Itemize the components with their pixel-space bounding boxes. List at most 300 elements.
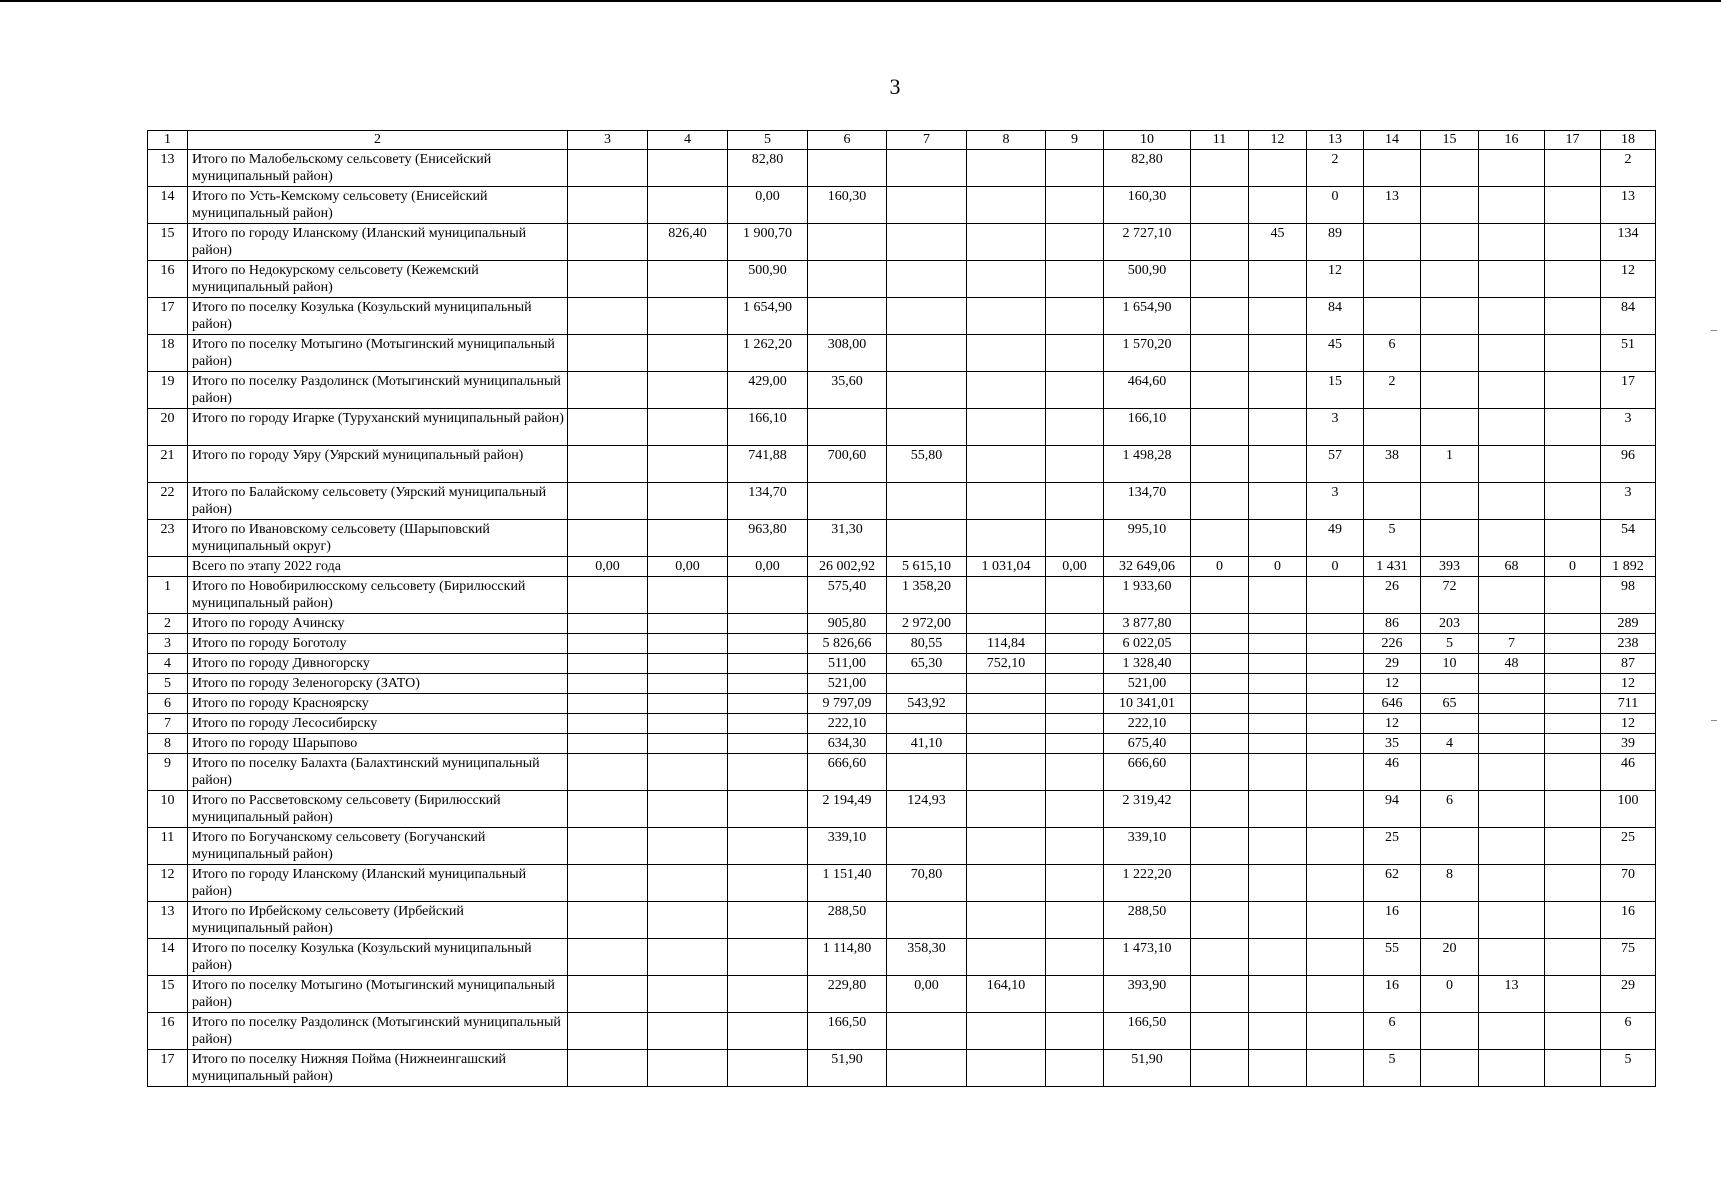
value-cell: 45	[1307, 335, 1364, 372]
value-cell: 100	[1601, 791, 1656, 828]
value-cell: 3	[1601, 483, 1656, 520]
value-cell: 1 358,20	[887, 577, 967, 614]
value-cell: 13	[1479, 976, 1545, 1013]
value-cell	[967, 187, 1046, 224]
value-cell	[1421, 1050, 1479, 1087]
value-cell	[1545, 372, 1601, 409]
value-cell: 963,80	[728, 520, 808, 557]
value-cell: 48	[1479, 654, 1545, 674]
value-cell: 25	[1601, 828, 1656, 865]
value-cell	[808, 483, 887, 520]
value-cell: 6	[1364, 1013, 1421, 1050]
value-cell	[1307, 614, 1364, 634]
value-cell	[648, 674, 728, 694]
value-cell: 80,55	[887, 634, 967, 654]
row-number-cell: 10	[148, 791, 188, 828]
value-cell: 29	[1601, 976, 1656, 1013]
value-cell: 339,10	[808, 828, 887, 865]
table-row	[148, 372, 1656, 409]
value-cell	[1191, 224, 1249, 261]
value-cell: 3	[1307, 483, 1364, 520]
value-cell	[887, 714, 967, 734]
value-cell: 521,00	[1104, 674, 1191, 694]
margin-tick	[1711, 330, 1717, 331]
value-cell: 75	[1601, 939, 1656, 976]
value-cell	[1479, 446, 1545, 483]
value-cell	[967, 298, 1046, 335]
row-number-cell: 2	[148, 614, 188, 634]
value-cell	[728, 939, 808, 976]
row-number-cell: 8	[148, 734, 188, 754]
value-cell	[1191, 150, 1249, 187]
value-cell	[568, 865, 648, 902]
value-cell: 17	[1601, 372, 1656, 409]
value-cell	[1307, 976, 1364, 1013]
value-cell: 0	[1545, 557, 1601, 577]
value-cell	[1249, 1013, 1307, 1050]
value-cell	[1479, 483, 1545, 520]
value-cell: 12	[1307, 261, 1364, 298]
value-cell	[1046, 694, 1104, 714]
value-cell	[1249, 614, 1307, 634]
row-name-cell: Итого по Балайскому сельсовету (Уярский муниципальный район)	[188, 483, 568, 520]
value-cell: 2	[1364, 372, 1421, 409]
row-number-cell: 14	[148, 939, 188, 976]
row-name-cell: Итого по Недокурскому сельсовету (Кежемский муниципальный район)	[188, 261, 568, 298]
value-cell	[568, 224, 648, 261]
value-cell	[887, 902, 967, 939]
value-cell	[1307, 754, 1364, 791]
row-name-cell: Итого по городу Лесосибирску	[188, 714, 568, 734]
value-cell	[1479, 298, 1545, 335]
value-cell	[1545, 734, 1601, 754]
value-cell	[1364, 298, 1421, 335]
value-cell: 16	[1364, 976, 1421, 1013]
value-cell	[1046, 976, 1104, 1013]
value-cell: 0	[1307, 187, 1364, 224]
value-cell	[1479, 187, 1545, 224]
value-cell	[1249, 483, 1307, 520]
value-cell	[1046, 614, 1104, 634]
value-cell	[1191, 261, 1249, 298]
value-cell: 6	[1601, 1013, 1656, 1050]
value-cell	[568, 1013, 648, 1050]
value-cell	[1479, 939, 1545, 976]
value-cell	[568, 372, 648, 409]
value-cell: 7	[1479, 634, 1545, 654]
row-name-cell: Итого по городу Зеленогорску (ЗАТО)	[188, 674, 568, 694]
value-cell	[1046, 261, 1104, 298]
row-number-cell: 12	[148, 865, 188, 902]
value-cell: 94	[1364, 791, 1421, 828]
row-number-cell: 14	[148, 187, 188, 224]
value-cell: 87	[1601, 654, 1656, 674]
value-cell	[1545, 902, 1601, 939]
value-cell	[1046, 902, 1104, 939]
value-cell	[1191, 1013, 1249, 1050]
value-cell: 54	[1601, 520, 1656, 557]
value-cell: 500,90	[728, 261, 808, 298]
value-cell: 2 319,42	[1104, 791, 1191, 828]
value-cell	[1249, 372, 1307, 409]
value-cell: 65	[1421, 694, 1479, 714]
value-cell	[568, 902, 648, 939]
value-cell	[1479, 754, 1545, 791]
column-header: 7	[887, 131, 967, 150]
row-number-cell: 15	[148, 976, 188, 1013]
value-cell	[648, 409, 728, 446]
value-cell: 1 431	[1364, 557, 1421, 577]
value-cell	[887, 335, 967, 372]
value-cell	[1479, 150, 1545, 187]
value-cell	[1545, 714, 1601, 734]
value-cell	[1249, 298, 1307, 335]
column-header: 14	[1364, 131, 1421, 150]
value-cell	[1249, 791, 1307, 828]
value-cell	[568, 828, 648, 865]
value-cell	[1421, 483, 1479, 520]
value-cell	[1191, 828, 1249, 865]
value-cell: 70,80	[887, 865, 967, 902]
value-cell: 10	[1421, 654, 1479, 674]
value-cell: 39	[1601, 734, 1656, 754]
value-cell	[1421, 335, 1479, 372]
value-cell	[1307, 714, 1364, 734]
value-cell: 1	[1421, 446, 1479, 483]
value-cell: 1 114,80	[808, 939, 887, 976]
value-cell	[1191, 409, 1249, 446]
row-number-cell: 15	[148, 224, 188, 261]
value-cell	[648, 939, 728, 976]
row-number-cell: 20	[148, 409, 188, 446]
value-cell	[967, 150, 1046, 187]
value-cell	[1046, 335, 1104, 372]
value-cell: 995,10	[1104, 520, 1191, 557]
row-number-cell: 13	[148, 902, 188, 939]
value-cell	[568, 577, 648, 614]
value-cell: 6	[1364, 335, 1421, 372]
value-cell: 1 473,10	[1104, 939, 1191, 976]
value-cell	[887, 187, 967, 224]
value-cell	[1046, 187, 1104, 224]
value-cell	[1191, 694, 1249, 714]
value-cell	[1249, 520, 1307, 557]
value-cell: 1 262,20	[728, 335, 808, 372]
row-name-cell: Итого по городу Боготолу	[188, 634, 568, 654]
value-cell: 5	[1421, 634, 1479, 654]
value-cell	[1191, 939, 1249, 976]
page-number: 3	[889, 74, 901, 99]
value-cell	[1046, 1050, 1104, 1087]
value-cell	[1479, 577, 1545, 614]
value-cell	[1421, 828, 1479, 865]
value-cell: 0,00	[648, 557, 728, 577]
value-cell	[728, 902, 808, 939]
value-cell	[967, 828, 1046, 865]
value-cell	[728, 694, 808, 714]
value-cell: 222,10	[1104, 714, 1191, 734]
table-row	[148, 577, 1656, 614]
value-cell	[1479, 409, 1545, 446]
table-row	[148, 1013, 1656, 1050]
data-table	[147, 130, 1656, 1087]
value-cell: 166,10	[1104, 409, 1191, 446]
value-cell: 13	[1364, 187, 1421, 224]
value-cell	[1364, 150, 1421, 187]
column-header: 2	[188, 131, 568, 150]
value-cell: 26 002,92	[808, 557, 887, 577]
value-cell	[808, 261, 887, 298]
value-cell: 2 727,10	[1104, 224, 1191, 261]
value-cell	[568, 520, 648, 557]
value-cell	[1191, 976, 1249, 1013]
value-cell	[1191, 674, 1249, 694]
row-name-cell: Итого по поселку Мотыгино (Мотыгинский муниципальный район)	[188, 335, 568, 372]
row-name-cell: Итого по Ирбейскому сельсовету (Ирбейский муниципальный район)	[188, 902, 568, 939]
value-cell	[1421, 150, 1479, 187]
value-cell	[967, 791, 1046, 828]
value-cell	[1249, 865, 1307, 902]
value-cell	[1307, 828, 1364, 865]
value-cell: 5	[1364, 520, 1421, 557]
value-cell	[1249, 734, 1307, 754]
table-row	[148, 150, 1656, 187]
value-cell: 12	[1364, 674, 1421, 694]
value-cell	[1479, 335, 1545, 372]
value-cell	[1046, 865, 1104, 902]
value-cell	[967, 335, 1046, 372]
value-cell	[1545, 976, 1601, 1013]
value-cell	[1421, 674, 1479, 694]
table-row	[148, 902, 1656, 939]
row-number-cell: 17	[148, 298, 188, 335]
value-cell	[967, 694, 1046, 714]
column-header: 9	[1046, 131, 1104, 150]
value-cell: 166,50	[808, 1013, 887, 1050]
value-cell	[1421, 372, 1479, 409]
column-header: 5	[728, 131, 808, 150]
table-row	[148, 865, 1656, 902]
value-cell	[1191, 634, 1249, 654]
value-cell: 6	[1421, 791, 1479, 828]
value-cell	[967, 614, 1046, 634]
value-cell: 166,50	[1104, 1013, 1191, 1050]
table-row	[148, 614, 1656, 634]
value-cell: 0,00	[728, 557, 808, 577]
value-cell	[1545, 1013, 1601, 1050]
value-cell	[967, 483, 1046, 520]
value-cell	[1307, 939, 1364, 976]
row-number-cell: 3	[148, 634, 188, 654]
value-cell	[967, 446, 1046, 483]
value-cell	[1249, 674, 1307, 694]
table-row	[148, 224, 1656, 261]
value-cell: 464,60	[1104, 372, 1191, 409]
value-cell: 124,93	[887, 791, 967, 828]
column-header-row	[148, 131, 1656, 150]
value-cell: 10 341,01	[1104, 694, 1191, 714]
table-row	[148, 1050, 1656, 1087]
value-cell	[967, 674, 1046, 694]
value-cell: 1 328,40	[1104, 654, 1191, 674]
row-name-cell: Итого по Богучанскому сельсовету (Богучанский муниципальный район)	[188, 828, 568, 865]
value-cell	[1307, 654, 1364, 674]
value-cell	[1249, 335, 1307, 372]
value-cell: 0	[1307, 557, 1364, 577]
value-cell: 3	[1601, 409, 1656, 446]
value-cell: 238	[1601, 634, 1656, 654]
value-cell	[648, 694, 728, 714]
row-name-cell: Итого по поселку Козулька (Козульский муниципальный район)	[188, 939, 568, 976]
row-number-cell: 5	[148, 674, 188, 694]
value-cell	[1479, 614, 1545, 634]
value-cell	[1545, 520, 1601, 557]
value-cell: 2 972,00	[887, 614, 967, 634]
value-cell	[1046, 654, 1104, 674]
value-cell: 666,60	[808, 754, 887, 791]
value-cell	[808, 298, 887, 335]
value-cell	[1479, 902, 1545, 939]
value-cell: 6 022,05	[1104, 634, 1191, 654]
value-cell: 0	[1191, 557, 1249, 577]
value-cell	[1249, 150, 1307, 187]
value-cell	[648, 187, 728, 224]
value-cell: 543,92	[887, 694, 967, 714]
value-cell	[1479, 224, 1545, 261]
value-cell	[1249, 577, 1307, 614]
value-cell: 5 826,66	[808, 634, 887, 654]
value-cell: 8	[1421, 865, 1479, 902]
value-cell: 752,10	[967, 654, 1046, 674]
value-cell	[728, 1050, 808, 1087]
value-cell: 68	[1479, 557, 1545, 577]
table-row	[148, 939, 1656, 976]
value-cell: 675,40	[1104, 734, 1191, 754]
row-name-cell: Итого по поселку Раздолинск (Мотыгинский муниципальный район)	[188, 372, 568, 409]
value-cell	[568, 939, 648, 976]
value-cell	[1249, 939, 1307, 976]
value-cell: 1 933,60	[1104, 577, 1191, 614]
value-cell: 55	[1364, 939, 1421, 976]
value-cell	[808, 150, 887, 187]
value-cell	[1545, 187, 1601, 224]
value-cell: 5	[1364, 1050, 1421, 1087]
top-border	[0, 0, 1721, 2]
value-cell: 0	[1421, 976, 1479, 1013]
value-cell: 1 222,20	[1104, 865, 1191, 902]
row-name-cell: Итого по Ивановскому сельсовету (Шарыповский муниципальный округ)	[188, 520, 568, 557]
value-cell: 308,00	[808, 335, 887, 372]
value-cell	[1545, 865, 1601, 902]
column-header: 12	[1249, 131, 1307, 150]
value-cell: 134,70	[728, 483, 808, 520]
value-cell: 429,00	[728, 372, 808, 409]
value-cell	[648, 483, 728, 520]
value-cell: 51,90	[1104, 1050, 1191, 1087]
value-cell	[1421, 409, 1479, 446]
value-cell	[568, 714, 648, 734]
value-cell: 339,10	[1104, 828, 1191, 865]
value-cell	[568, 734, 648, 754]
margin-tick	[1711, 720, 1717, 721]
value-cell: 905,80	[808, 614, 887, 634]
value-cell	[1191, 734, 1249, 754]
value-cell	[967, 734, 1046, 754]
table-row	[148, 976, 1656, 1013]
value-cell	[728, 1013, 808, 1050]
value-cell	[1046, 828, 1104, 865]
value-cell: 84	[1601, 298, 1656, 335]
value-cell	[1479, 1050, 1545, 1087]
value-cell: 114,84	[967, 634, 1046, 654]
value-cell	[728, 577, 808, 614]
value-cell	[568, 409, 648, 446]
value-cell	[1479, 734, 1545, 754]
value-cell	[568, 634, 648, 654]
row-name-cell: Итого по Малобельскому сельсовету (Енисейский муниципальный район)	[188, 150, 568, 187]
value-cell	[1307, 634, 1364, 654]
value-cell: 12	[1601, 714, 1656, 734]
value-cell	[1307, 902, 1364, 939]
value-cell	[1421, 714, 1479, 734]
value-cell: 65,30	[887, 654, 967, 674]
value-cell: 0	[1249, 557, 1307, 577]
value-cell	[1545, 694, 1601, 714]
value-cell	[1545, 483, 1601, 520]
value-cell: 15	[1307, 372, 1364, 409]
value-cell	[648, 150, 728, 187]
value-cell	[648, 446, 728, 483]
value-cell: 160,30	[808, 187, 887, 224]
value-cell	[1364, 261, 1421, 298]
value-cell: 1 498,28	[1104, 446, 1191, 483]
table-row	[148, 261, 1656, 298]
value-cell	[1046, 483, 1104, 520]
value-cell	[1307, 865, 1364, 902]
value-cell	[568, 261, 648, 298]
value-cell	[1479, 1013, 1545, 1050]
value-cell	[1191, 483, 1249, 520]
table-row	[148, 520, 1656, 557]
row-name-cell: Итого по Рассветовскому сельсовету (Бирилюсский муниципальный район)	[188, 791, 568, 828]
value-cell	[1249, 754, 1307, 791]
value-cell	[1479, 865, 1545, 902]
value-cell	[648, 754, 728, 791]
column-header: 6	[808, 131, 887, 150]
value-cell	[967, 224, 1046, 261]
value-cell: 1 151,40	[808, 865, 887, 902]
value-cell	[568, 791, 648, 828]
table-row	[148, 335, 1656, 372]
value-cell	[967, 261, 1046, 298]
value-cell	[887, 1050, 967, 1087]
value-cell	[1479, 520, 1545, 557]
value-cell	[1307, 674, 1364, 694]
value-cell	[648, 734, 728, 754]
value-cell	[887, 150, 967, 187]
value-cell	[1421, 902, 1479, 939]
value-cell	[1191, 714, 1249, 734]
value-cell	[568, 976, 648, 1013]
value-cell: 16	[1364, 902, 1421, 939]
value-cell	[1545, 828, 1601, 865]
value-cell	[1046, 224, 1104, 261]
value-cell	[1307, 734, 1364, 754]
value-cell	[648, 791, 728, 828]
value-cell	[1421, 224, 1479, 261]
value-cell	[1307, 1013, 1364, 1050]
table-row	[148, 446, 1656, 483]
